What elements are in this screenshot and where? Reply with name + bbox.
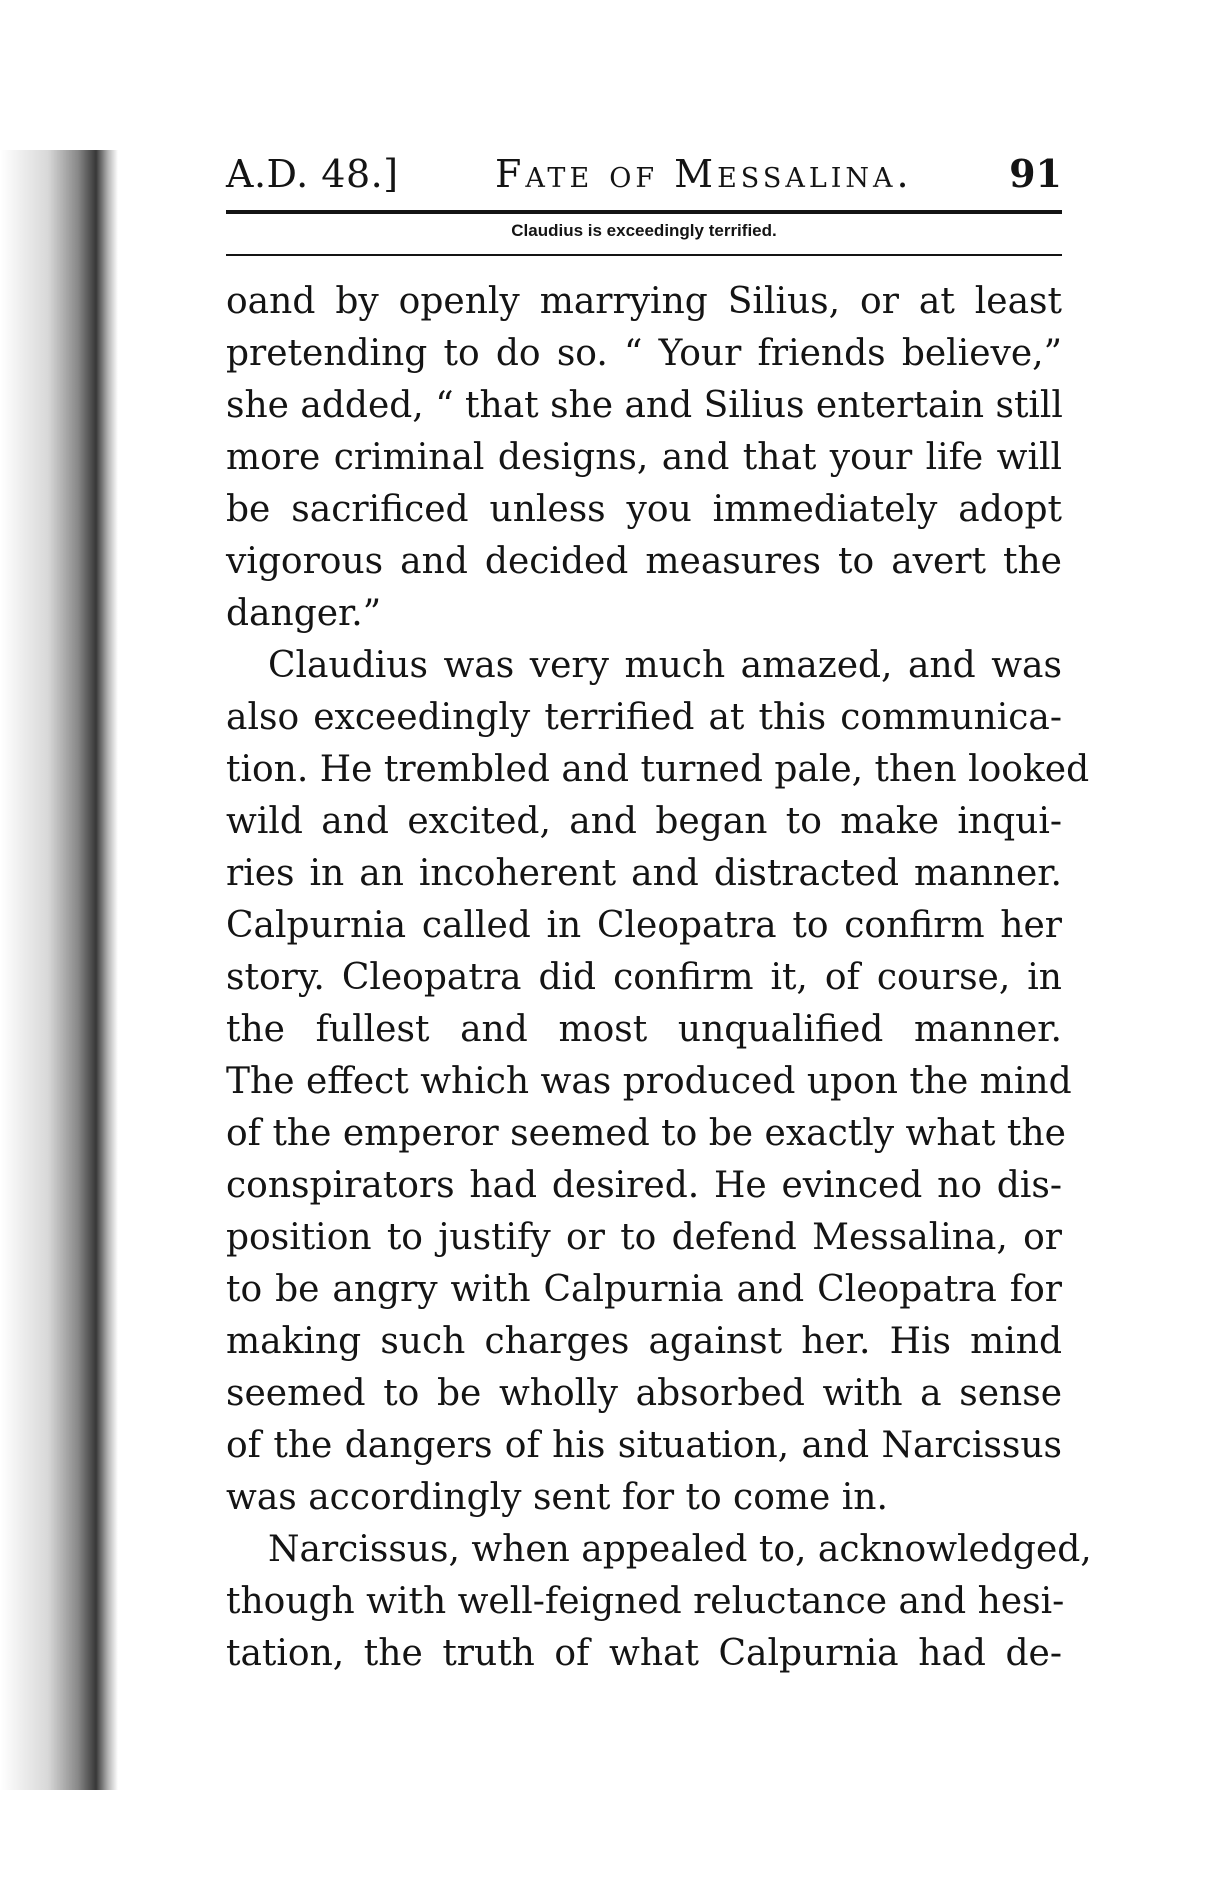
text-line: wild and excited, and began to make inqui- [226, 801, 1062, 842]
paragraph-3 [226, 1524, 1092, 1680]
text-line: story. Cleopatra did confirm it, of course, in [226, 957, 1062, 998]
text-line: danger.” [226, 593, 382, 634]
book-page [226, 150, 1092, 1680]
paragraph-1 [226, 276, 1062, 640]
text-line: seemed to be wholly absorbed with a sense [226, 1373, 1062, 1414]
text-line: more criminal designs, and that your life will [226, 437, 1062, 478]
text-line: the fullest and most unqualified manner. [226, 1009, 1062, 1050]
text-line: Narcissus, when appealed to, acknowledged, [268, 1529, 1092, 1570]
text-line: of the emperor seemed to be exactly what the [226, 1113, 1066, 1154]
header-rule [226, 210, 1062, 214]
scan-binding-shadow [0, 150, 118, 1790]
text-line: Calpurnia called in Cleopatra to confirm her [226, 905, 1062, 946]
paragraph-2 [226, 640, 1090, 1524]
text-line: she added, “ that she and Silius entertain still [226, 385, 1063, 426]
text-line: of the dangers of his situation, and Narcissus [226, 1425, 1062, 1466]
text-line: vigorous and decided measures to avert the [226, 541, 1062, 582]
text-line: though with well-feigned reluctance and hesi- [226, 1581, 1065, 1622]
page-number: 91 [1009, 151, 1062, 196]
running-head-title: Fate of Messalina. [495, 152, 913, 196]
text-line: ries in an incoherent and distracted manner. [226, 853, 1062, 894]
text-line: tation, the truth of what Calpurnia had de- [226, 1633, 1062, 1674]
text-line: to be angry with Calpurnia and Cleopatra for [226, 1269, 1062, 1310]
text-line: Claudius was very much amazed, and was [268, 645, 1062, 686]
text-line: oand by openly marrying Silius, or at least [226, 281, 1062, 322]
text-line: also exceedingly terrified at this communica- [226, 697, 1062, 738]
text-line: conspirators had desired. He evinced no dis- [226, 1165, 1062, 1206]
text-line: making such charges against her. His mind [226, 1321, 1062, 1362]
headnote: Claudius is exceedingly terrified. [511, 221, 777, 240]
text-line: position to justify or to defend Messalina, or [226, 1217, 1062, 1258]
text-line: The effect which was produced upon the mind [226, 1061, 1072, 1102]
running-head-date: A.D. 48.] [226, 152, 399, 196]
body-text [226, 276, 1092, 1680]
running-head [226, 150, 1062, 198]
text-line: was accordingly sent for to come in. [226, 1477, 888, 1518]
text-line: tion. He trembled and turned pale, then looked [226, 749, 1090, 790]
headnote-rule [226, 254, 1062, 256]
text-line: pretending to do so. “ Your friends believe,” [226, 333, 1062, 374]
text-line: be sacrificed unless you immediately adopt [226, 489, 1062, 530]
